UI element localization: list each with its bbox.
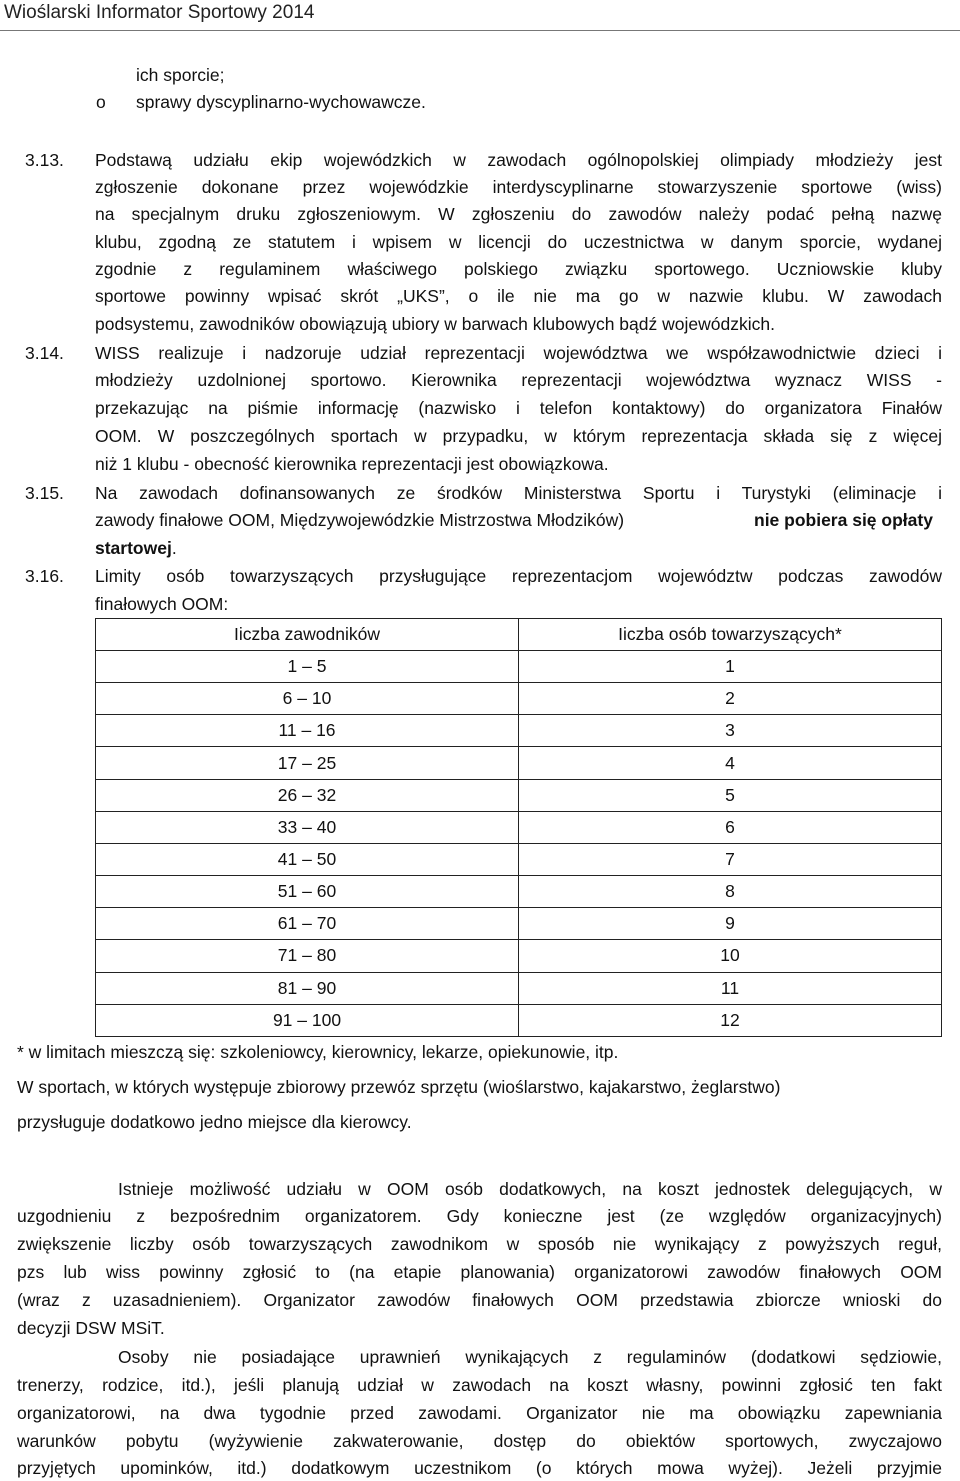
athletes-count-cell: 33 – 40 <box>96 811 519 843</box>
paragraph-line: Limity osób towarzyszących przysługujące reprezentacjom województw podczas zawodów <box>95 566 942 586</box>
table-header-row <box>96 619 942 651</box>
paragraph-line: OOM. W poszczególnych sportach w przypadku, w którym reprezentacja składa się z więcej <box>95 426 942 446</box>
section-number: 3.15. <box>25 483 64 503</box>
companions-count-cell: 7 <box>519 843 942 875</box>
section-number: 3.14. <box>25 343 64 363</box>
athletes-count-cell: 61 – 70 <box>96 908 519 940</box>
table-row <box>96 843 942 875</box>
athletes-count-cell: 17 – 25 <box>96 747 519 779</box>
athletes-count-cell: 51 – 60 <box>96 876 519 908</box>
table-row <box>96 779 942 811</box>
limits-table <box>95 618 942 1037</box>
companions-count-cell: 4 <box>519 747 942 779</box>
athletes-count-cell: 71 – 80 <box>96 940 519 972</box>
companions-count-cell: 6 <box>519 811 942 843</box>
section-number: 3.13. <box>25 150 64 170</box>
paragraph-line <box>95 538 177 558</box>
paragraph-line: (wraz z uzasadnieniem). Organizator zawodów finałowych OOM przedstawia zbiorcze wnioski do <box>17 1290 942 1310</box>
companions-count-cell: 9 <box>519 908 942 940</box>
companions-count-cell: 5 <box>519 779 942 811</box>
paragraph-line: młodzieży uzdolnionej sportowo. Kierownika reprezentacji województwa wyznacz WISS - <box>95 370 942 390</box>
paragraph-line: W sportach, w których występuje zbiorowy przewóz sprzętu (wioślarstwo, kajakarstwo, żeglarstwo) <box>17 1077 781 1097</box>
section-number: 3.16. <box>25 566 64 586</box>
table-row <box>96 908 942 940</box>
companions-count-cell: 1 <box>519 651 942 683</box>
athletes-count-cell: 11 – 16 <box>96 715 519 747</box>
table-row <box>96 747 942 779</box>
paragraph-line: przyjętych upominków, itd.) dodatkowym uczestnikom (o których mowa wyżej). Jeżeli przyjmie <box>17 1458 942 1478</box>
companions-count-cell: 11 <box>519 972 942 1004</box>
paragraph-line: na specjalnym druku zgłoszeniowym. W zgłoszeniu do zawodów należy podać pełną nazwę <box>95 204 942 224</box>
paragraph-line: warunków pobytu (wyżywienie zakwaterowanie, dostęp do obiektów sportowych, zwyczajowo <box>17 1431 942 1451</box>
paragraph-punctuation: . <box>171 538 177 558</box>
paragraph-line: sportowe powinny wpisać skrót „UKS”, o ile nie ma go w nazwie klubu. W zawodach <box>95 286 942 306</box>
athletes-count-cell: 81 – 90 <box>96 972 519 1004</box>
athletes-count-cell: 6 – 10 <box>96 683 519 715</box>
companions-count-cell: 10 <box>519 940 942 972</box>
paragraph-line: Osoby nie posiadające uprawnień wynikających z regulaminów (dodatkowi sędziowie, <box>118 1347 942 1367</box>
paragraph-line: klubu, zgodną ze statutem i wpisem w licencji do uczestnictwa w danym sporcie, wydanej <box>95 232 942 252</box>
header-title: Wioślarski Informator Sportowy 2014 <box>4 2 315 23</box>
companions-count-cell: 8 <box>519 876 942 908</box>
table-header-cell: Iiczba osób towarzyszących* <box>519 619 942 651</box>
table-row <box>96 940 942 972</box>
companions-count-cell: 2 <box>519 683 942 715</box>
table-row <box>96 1004 942 1036</box>
table-row <box>96 876 942 908</box>
paragraph-line: pzs lub wiss powinny zgłosić to (na etapie planowania) organizatorowi zawodów finałowych OOM <box>17 1262 942 1282</box>
paragraph-line: niż 1 klubu - obecność kierownika reprezentacji jest obowiązkowa. <box>95 454 609 474</box>
paragraph-bold-text: nie pobiera się opłaty <box>754 510 933 530</box>
paragraph-line: podsystemu, zawodników obowiązują ubiory w barwach klubowych bądź wojewódzkich. <box>95 314 775 334</box>
table-row <box>96 651 942 683</box>
bullet-text: sprawy dyscyplinarno-wychowawcze. <box>136 92 426 112</box>
paragraph-line: trenerzy, rodzice, itd.), jeśli planują udział w zawodach na koszt własny, powinni zgłosić ten fakt <box>17 1375 942 1395</box>
paragraph-bold-text: startowej <box>95 538 172 558</box>
paragraph-line: zgodnie z regulaminem właściwego polskiego związku sportowego. Uczniowskie kluby <box>95 259 942 279</box>
athletes-count-cell: 26 – 32 <box>96 779 519 811</box>
paragraph-line: zgłoszenie dokonane przez wojewódzkie interdyscyplinarne stowarzyszenie sportowe (wiss) <box>95 177 942 197</box>
bullet-text: ich sporcie; <box>136 65 225 85</box>
paragraph-line: przekazując na piśmie informację (nazwisko i telefon kontaktowy) do organizatora Finałów <box>95 398 942 418</box>
table-row <box>96 811 942 843</box>
paragraph-line: Istnieje możliwość udziału w OOM osób dodatkowych, na koszt jednostek delegujących, w <box>118 1179 942 1199</box>
bullet-marker: o <box>96 92 106 112</box>
paragraph-line: WISS realizuje i nadzoruje udział reprezentacji województwa we współzawodnictwie dzieci i <box>95 343 942 363</box>
table-header-cell: Iiczba zawodników <box>96 619 519 651</box>
companions-count-cell: 3 <box>519 715 942 747</box>
paragraph-line: przysługuje dodatkowo jedno miejsce dla kierowcy. <box>17 1112 412 1132</box>
page-header <box>0 0 960 31</box>
athletes-count-cell: 41 – 50 <box>96 843 519 875</box>
table-row <box>96 715 942 747</box>
table-footnote: * w limitach mieszczą się: szkoleniowcy, kierownicy, lekarze, opiekunowie, itp. <box>17 1042 619 1062</box>
paragraph-line: finałowych OOM: <box>95 594 229 614</box>
paragraph-line: organizatorowi, na dwa tygodnie przed zawodami. Organizator nie ma obowiązku zapewniania <box>17 1403 942 1423</box>
companions-count-cell: 12 <box>519 1004 942 1036</box>
table-row <box>96 683 942 715</box>
paragraph-line: Podstawą udziału ekip wojewódzkich w zawodach ogólnopolskiej olimpiady młodzieży jest <box>95 150 942 170</box>
paragraph-line: zwiększenie liczby osób towarzyszących zawodnikom w sposób nie wynikający z powyższych reguł, <box>17 1234 942 1254</box>
paragraph-line: uzgodnieniu z bezpośrednim organizatorem. Gdy konieczne jest (ze względów organizacyjnych) <box>17 1206 942 1226</box>
paragraph-line: Na zawodach dofinansowanych ze środków Ministerstwa Sportu i Turystyki (eliminacje i <box>95 483 942 503</box>
table-row <box>96 972 942 1004</box>
paragraph-line: zawody finałowe OOM, Międzywojewódzkie Mistrzostwa Młodzików) <box>95 510 625 530</box>
athletes-count-cell: 91 – 100 <box>96 1004 519 1036</box>
paragraph-line: decyzji DSW MSiT. <box>17 1318 165 1338</box>
athletes-count-cell: 1 – 5 <box>96 651 519 683</box>
